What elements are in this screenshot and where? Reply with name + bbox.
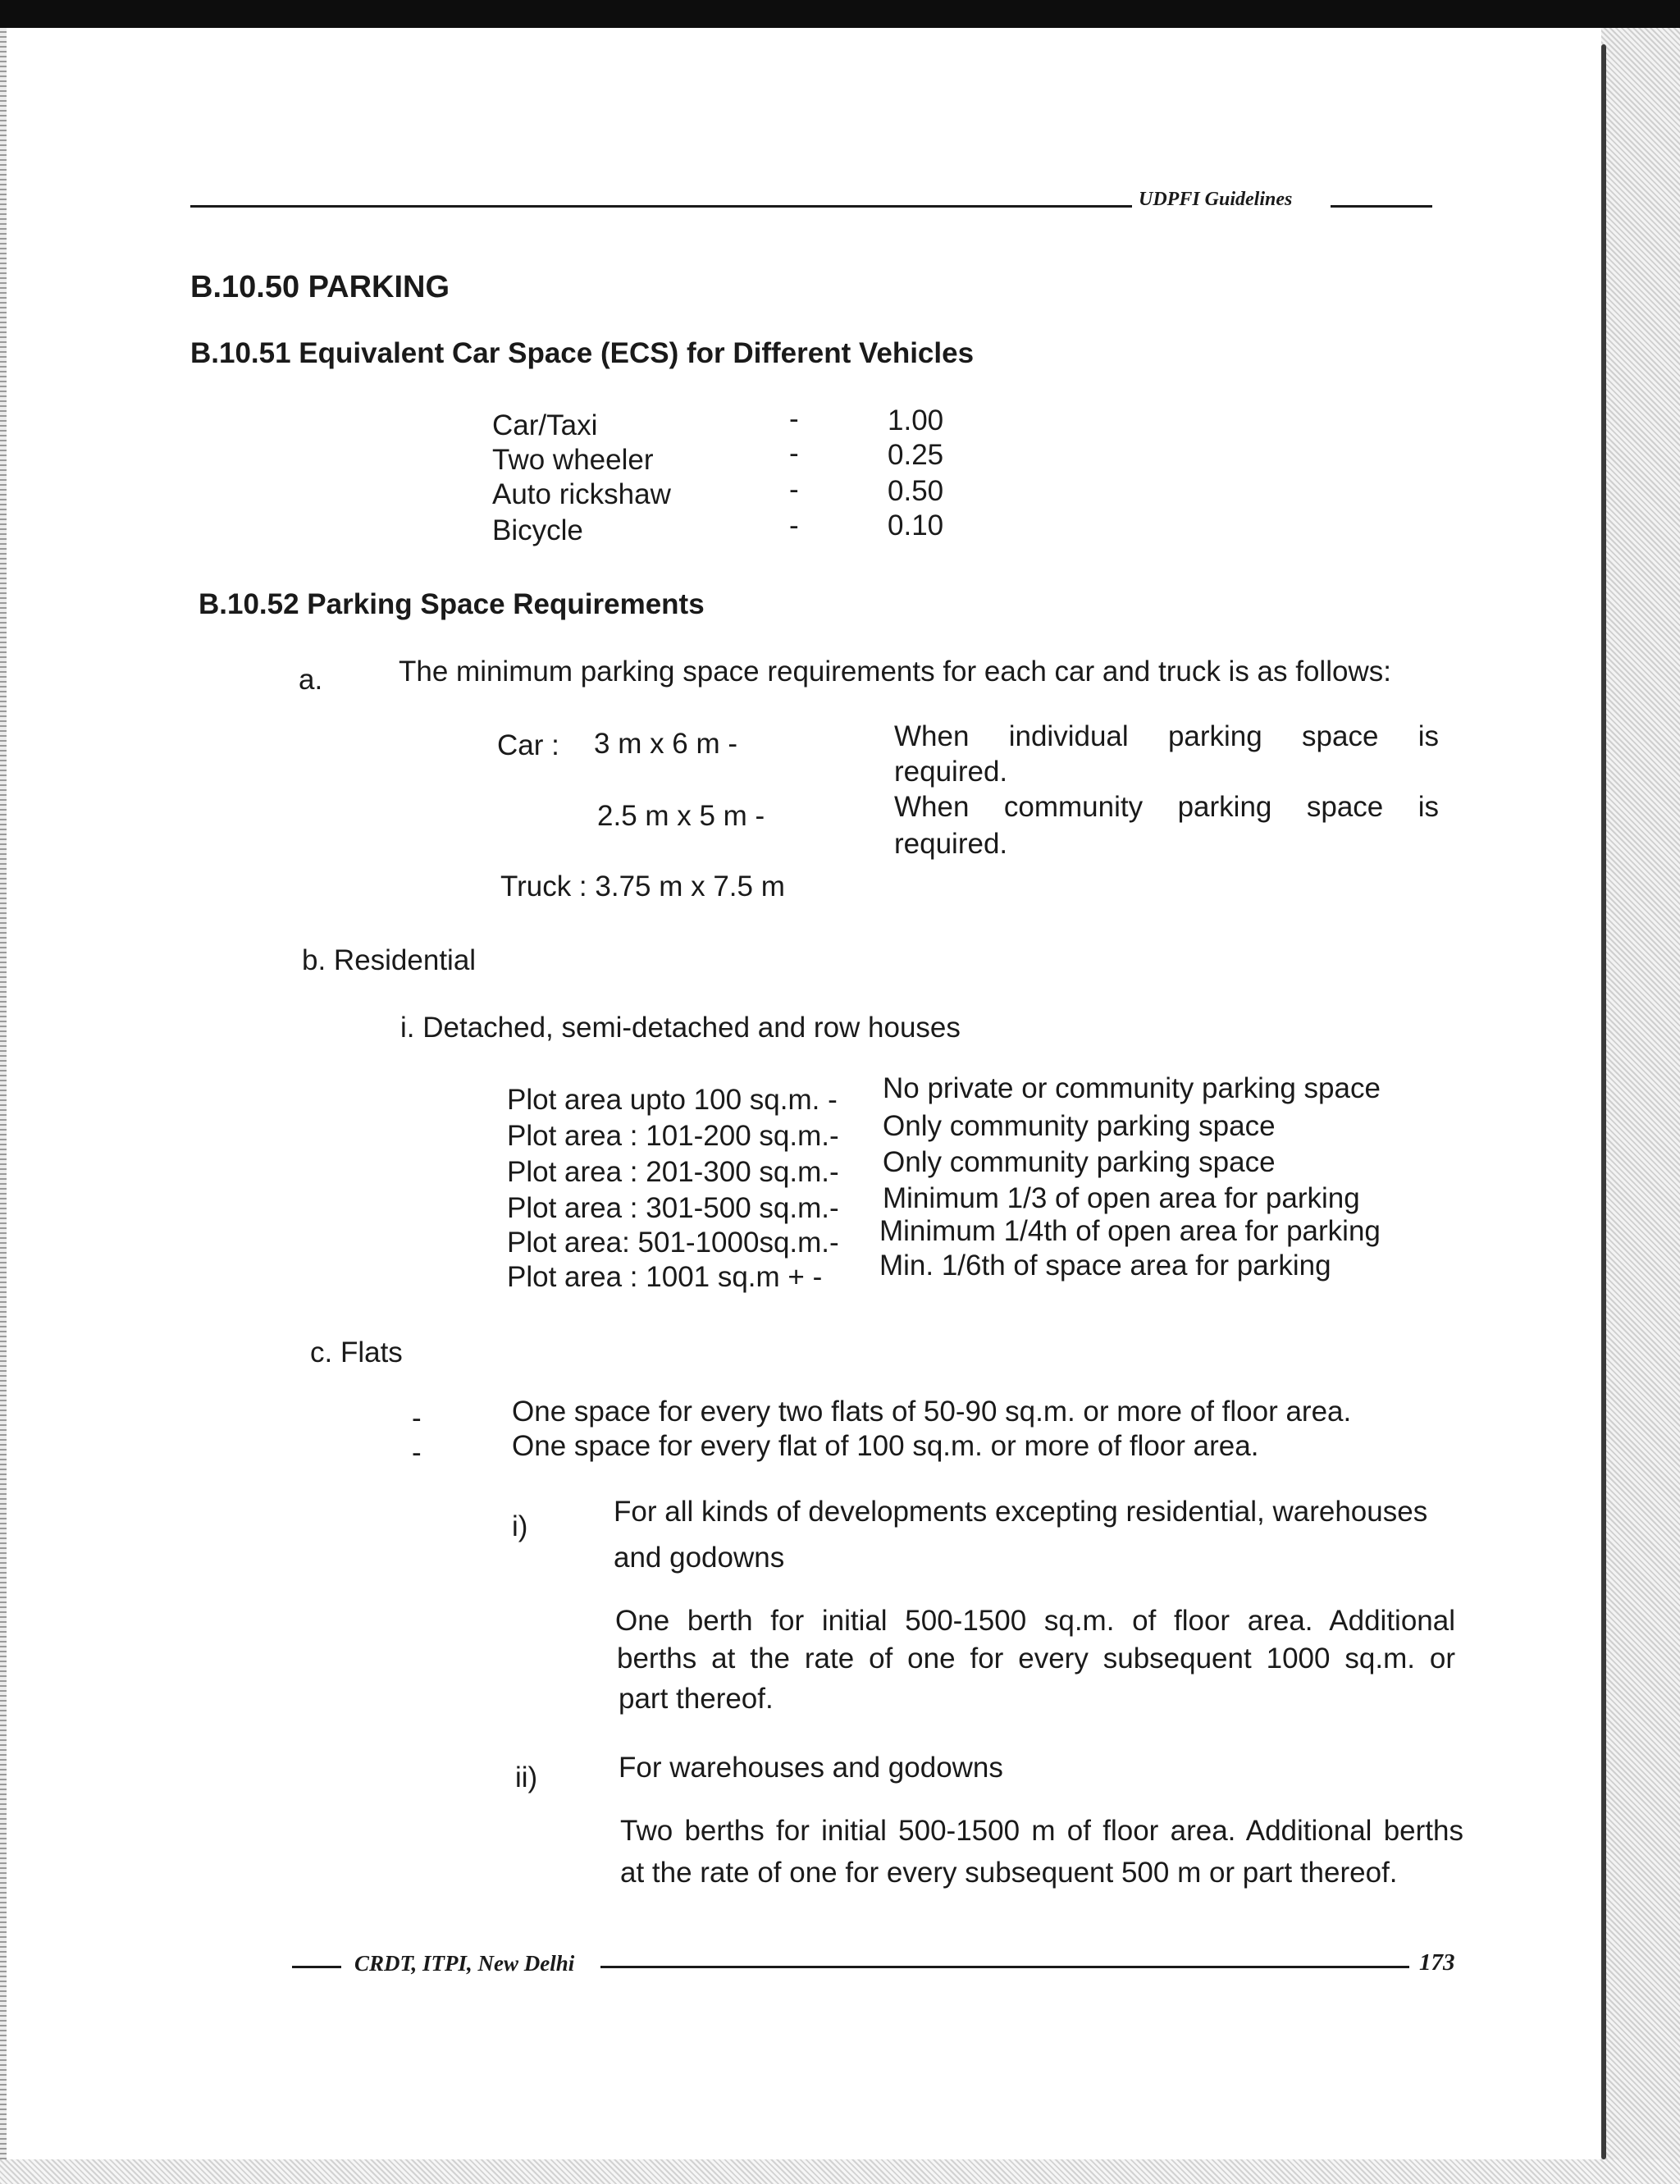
parking-rule: Only community parking space [883,1110,1276,1142]
item-a-intro: The minimum parking space requirements for each car and truck is as follows: [399,656,1391,688]
footer-rule-left [292,1966,341,1968]
item-i-body-line2: berths at the rate of one for every subsequent 1000 sq.m. or [617,1643,1455,1675]
car-desc-individual-line2: required. [894,756,1008,788]
ecs-value: 1.00 [888,404,944,436]
scan-right-edge [1601,28,1680,2184]
bullet-dash: - [412,1402,422,1434]
item-a-marker: a. [299,664,323,696]
item-ii-body-line2: at the rate of one for every subsequent 500 m or part thereof. [620,1857,1398,1889]
footer-rule-right [600,1966,1409,1968]
car-desc-community-line1: When community parking space is [894,791,1439,823]
parking-rule: Only community parking space [883,1146,1276,1178]
ecs-vehicle: Bicycle [492,514,583,546]
scan-top-border [0,0,1680,28]
header-rule-left [190,205,1132,208]
page-number: 173 [1419,1949,1455,1976]
item-ii-body-line1: Two berths for initial 500-1500 m of floor area. Additional berths [620,1815,1463,1847]
parking-rule: Minimum 1/3 of open area for parking [883,1182,1360,1214]
item-i-body-line3: part thereof. [619,1683,774,1715]
plot-area: Plot area : 201-300 sq.m.- [507,1156,839,1188]
header-rule-right [1331,205,1432,208]
car-desc-community-line2: required. [894,828,1008,860]
truck-dimension: Truck : 3.75 m x 7.5 m [500,870,785,902]
car-dimension-community: 2.5 m x 5 m - [597,800,765,832]
parking-rule: Min. 1/6th of space area for parking [879,1250,1331,1282]
item-i-body-line1: One berth for initial 500-1500 sq.m. of floor area. Additional [615,1605,1455,1637]
ecs-dash: - [789,437,799,469]
ecs-dash: - [789,509,799,541]
ecs-value: 0.50 [888,475,944,507]
requirements-heading: B.10.52 Parking Space Requirements [199,588,705,620]
plot-area: Plot area: 501-1000sq.m.- [507,1227,839,1259]
flats-rule-1: One space for every two flats of 50-90 sq.m. or more of floor area. [512,1396,1352,1428]
plot-area: Plot area upto 100 sq.m. - [507,1084,838,1116]
ecs-heading: B.10.51 Equivalent Car Space (ECS) for Different Vehicles [190,337,975,369]
scan-bottom-edge [0,2159,1680,2184]
item-i-title-line1: For all kinds of developments excepting residential, warehouses [614,1496,1428,1528]
car-dimension-individual: 3 m x 6 m - [594,728,738,760]
flats-rule-2: One space for every flat of 100 sq.m. or more of floor area. [512,1430,1259,1462]
section-title: B.10.50 PARKING [190,270,450,304]
car-label: Car : [497,729,559,761]
ecs-value: 0.10 [888,509,944,541]
plot-area: Plot area : 101-200 sq.m.- [507,1120,839,1152]
footer-publisher: CRDT, ITPI, New Delhi [354,1951,575,1976]
bullet-dash: - [412,1437,422,1469]
ecs-value: 0.25 [888,439,944,471]
item-ii-title: For warehouses and godowns [619,1752,1003,1784]
item-i-title-line2: and godowns [614,1542,785,1574]
item-i-marker: i) [512,1510,528,1542]
running-title: UDPFI Guidelines [1139,189,1293,210]
parking-rule: Minimum 1/4th of open area for parking [879,1215,1381,1247]
item-ii-marker: ii) [515,1761,538,1793]
row-houses-heading: i. Detached, semi-detached and row houses [400,1012,961,1044]
residential-heading: b. Residential [302,944,477,976]
scan-left-edge [0,28,7,2159]
ecs-vehicle: Car/Taxi [492,409,598,441]
ecs-vehicle: Auto rickshaw [492,478,671,510]
plot-area: Plot area : 1001 sq.m + - [507,1261,823,1293]
ecs-vehicle: Two wheeler [492,444,654,476]
ecs-dash: - [789,473,799,505]
flats-heading: c. Flats [310,1336,403,1368]
ecs-dash: - [789,403,799,435]
car-desc-individual-line1: When individual parking space is [894,720,1439,752]
parking-rule: No private or community parking space [883,1072,1381,1104]
plot-area: Plot area : 301-500 sq.m.- [507,1192,839,1224]
